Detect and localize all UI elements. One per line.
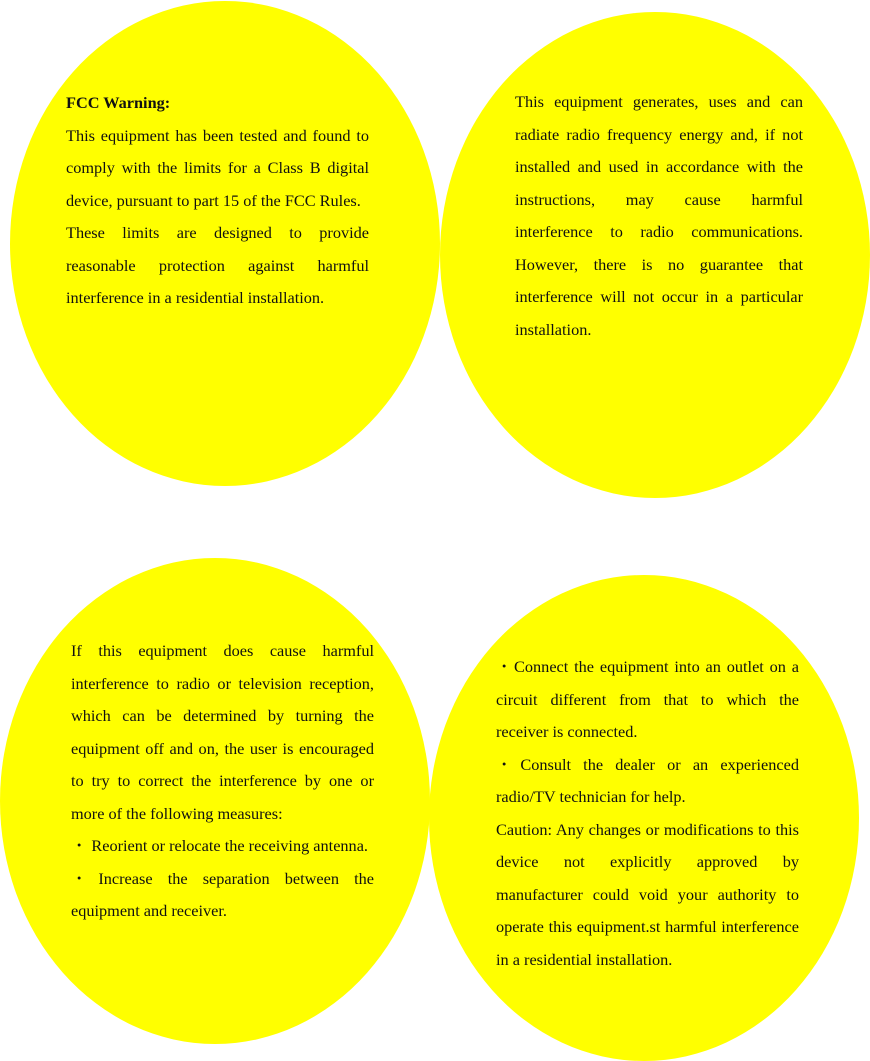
compliance-paragraph: This equipment has been tested and found to comply with the limits for a Class B digital device, pursuant to part 15 of the FCC Rules. xyxy=(66,125,369,210)
caution-paragraph: Caution: Any changes or modifications to this device not explicitly approved by manufacturer could void your authority to operate this equipment.st harmful interference in a residential installation. xyxy=(496,819,799,969)
fcc-warning-heading: FCC Warning: xyxy=(66,93,171,112)
measure-increase-separation: ・Increase the separation between the equipment and receiver. xyxy=(71,868,374,920)
fcc-warning-panel xyxy=(66,87,369,315)
radio-energy-paragraph: This equipment generates, uses and can radiate radio frequency energy and, if not installed and used in accordance with the instructions, may cause harmful interference to radio communications. However, there is no guarantee that interference will not occur in a particular installation. xyxy=(515,92,803,339)
limits-paragraph: These limits are designed to provide reasonable protection against harmful interference in a residential installation. xyxy=(66,223,369,307)
measure-consult-dealer: ・Consult the dealer or an experienced radio/TV technician for help. xyxy=(496,754,799,806)
interference-paragraph: If this equipment does cause harmful interference to radio or television reception, which can be determined by turning the equipment off and on, the user is encouraged to try to correct the interference by one or more of the following measures: xyxy=(71,641,374,823)
more-measures-panel xyxy=(496,651,799,976)
measure-different-outlet: ・Connect the equipment into an outlet on a circuit different from that to which the receiver is connected. xyxy=(496,657,799,741)
measure-reorient-antenna: ・ Reorient or relocate the receiving antenna. xyxy=(71,836,368,855)
interference-measures-panel xyxy=(71,635,374,928)
radio-energy-panel xyxy=(515,86,803,346)
